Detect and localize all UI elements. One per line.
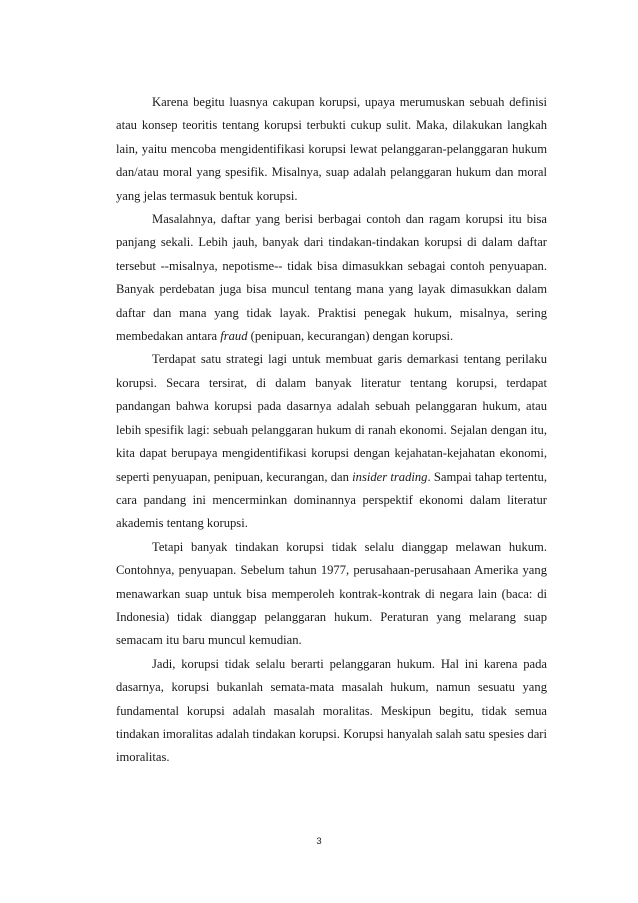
paragraph-1-text: Karena begitu luasnya cakupan korupsi, upaya merumuskan sebuah definisi atau konsep teoritis tentang korupsi terbukti cukup sulit. Maka, dilakukan langkah lain, yaitu mencoba mengidentifikasi korupsi lewat pelanggaran-pelanggaran hukum dan/atau moral yang spesifik. Misalnya, suap adalah pelanggaran hukum dan moral yang jelas termasuk bentuk korupsi. [116,95,547,203]
paragraph-2 [116,208,547,348]
paragraph-2-text-before: Masalahnya, daftar yang berisi berbagai contoh dan ragam korupsi itu bisa panjang sekali. Lebih jauh, banyak dari tindakan-tindakan korupsi di dalam daftar tersebut --misalnya, nepotisme-- tidak bisa dimasukkan sebagai contoh penyuapan. Banyak perdebatan juga bisa muncul tentang mana yang layak dimasukkan dalam daftar dan mana yang tidak layak. Praktisi penegak hukum, misalnya, sering membedakan antara [116,212,547,344]
page-number: 3 [316,836,322,847]
paragraph-2-text-after: (penipuan, kecurangan) dengan korupsi. [247,329,454,344]
paragraph-4-text: Tetapi banyak tindakan korupsi tidak selalu dianggap melawan hukum. Contohnya, penyuapan. Sebelum tahun 1977, perusahaan-perusahaan Amerika yang menawarkan suap untuk bisa memperoleh kontrak-kontrak di negara lain (baca: di Indonesia) tidak dianggap pelanggaran hukum. Peraturan yang melarang suap semacam itu baru muncul kemudian. [116,539,547,648]
paragraph-5-text: Jadi, korupsi tidak selalu berarti pelanggaran hukum. Hal ini karena pada dasarnya, korupsi bukanlah semata-mata masalah hukum, namun sesuatu yang fundamental korupsi adalah masalah moralitas. Meskipun begitu, tidak semua tindakan imoralitas adalah tindakan korupsi. Korupsi hanyalah salah satu spesies dari imoralitas. [116,656,547,765]
paragraph-3-text-after: . Sampai tahap tertentu, cara pandang ini mencerminkan dominannya perspektif ekonomi dalam literatur akademis tentang korupsi. [116,469,547,531]
paragraph-1 [116,91,547,208]
paragraph-3 [116,348,547,535]
body-text [116,91,547,770]
paragraph-2-italic-term: fraud [220,329,248,344]
paragraph-3-italic-term: insider trading [352,469,428,484]
paragraph-3-text-before: Terdapat satu strategi lagi untuk membuat garis demarkasi tentang perilaku korupsi. Secara tersirat, di dalam banyak literatur tentang korupsi, terdapat pandangan bahwa korupsi pada dasarnya adalah sebuah pelanggaran hukum, atau lebih spesifik lagi: sebuah pelanggaran hukum di ranah ekonomi. Sejalan dengan itu, kita dapat berupaya mengidentifikasi korupsi dengan kejahatan-kejahatan ekonomi, seperti penyuapan, penipuan, kecurangan, dan [116,352,547,484]
paragraph-4 [116,536,547,653]
paragraph-5 [116,653,547,770]
